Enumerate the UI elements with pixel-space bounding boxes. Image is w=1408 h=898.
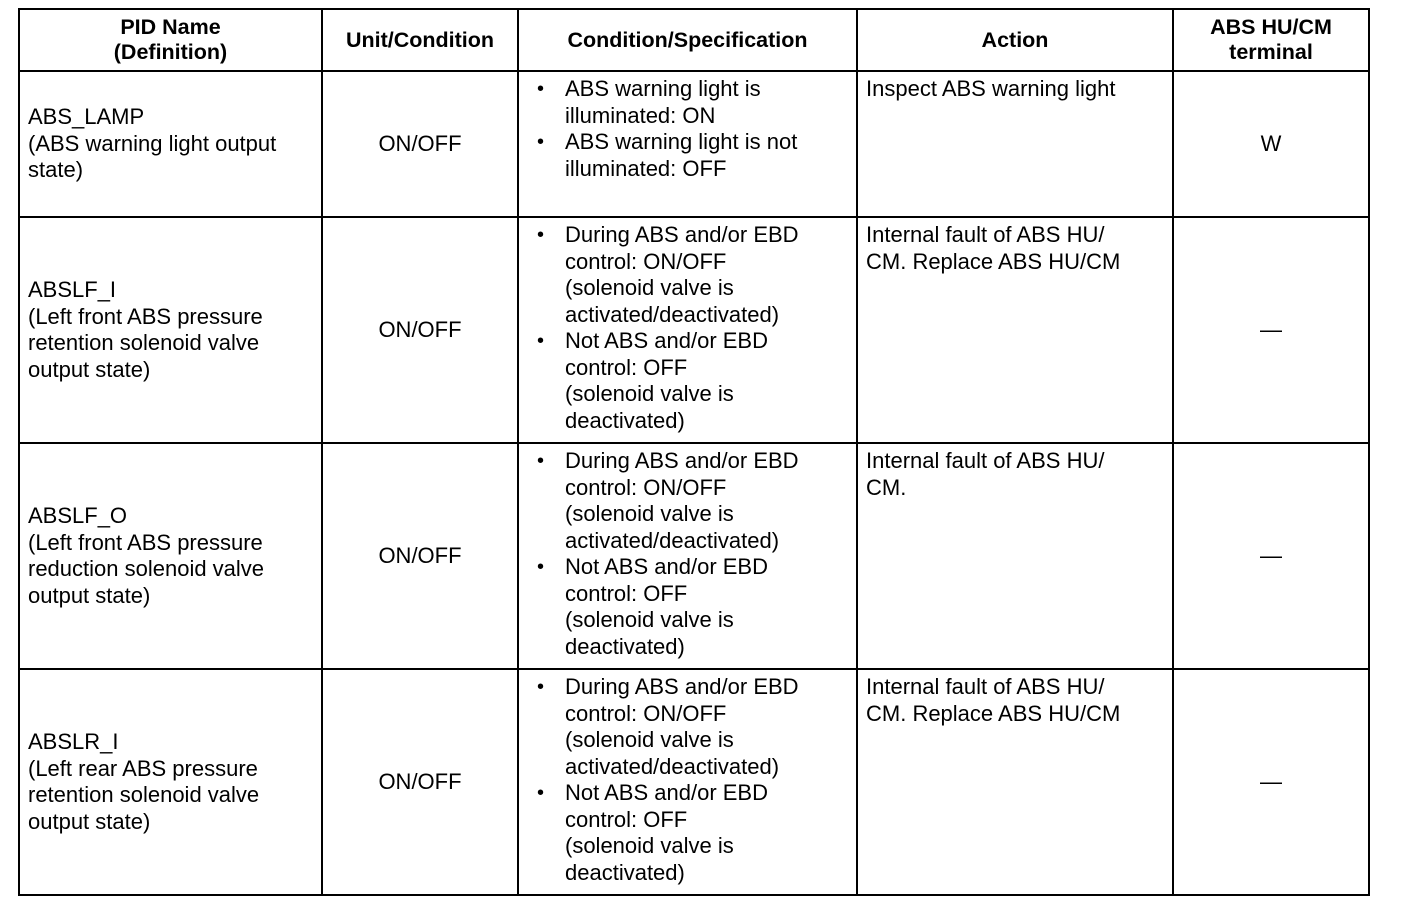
terminal-cell — [1173, 217, 1369, 443]
pid-name-line: ABSLF_I — [28, 277, 117, 302]
header-text-line: terminal — [1229, 40, 1313, 64]
terminal-value: — — [1260, 768, 1282, 794]
bullet-icon: • — [537, 782, 545, 804]
specification-line: control: ON/OFF — [565, 248, 727, 274]
pid-name-line: ABSLF_O — [28, 503, 128, 528]
specification-line: deactivated) — [565, 633, 685, 659]
specification-line: control: OFF — [565, 354, 688, 380]
pid-definition-line: (Left front ABS pressure — [28, 303, 263, 329]
header-text-line: Condition/Specification — [567, 27, 808, 52]
specification-line: illuminated: OFF — [565, 155, 727, 181]
specification-list — [519, 76, 856, 182]
specification-cell — [518, 443, 857, 669]
specification-line: ABS warning light is not — [565, 129, 798, 154]
terminal-cell — [1173, 71, 1369, 217]
terminal-cell — [1173, 443, 1369, 669]
pid-definition-line: retention solenoid valve — [28, 330, 260, 355]
specification-item — [519, 554, 856, 660]
action-cell — [857, 71, 1173, 217]
unit-condition-cell — [322, 443, 518, 669]
bullet-icon: • — [537, 676, 545, 698]
bullet-icon: • — [537, 450, 545, 472]
pid-name-cell — [19, 443, 322, 669]
specification-item — [519, 780, 856, 886]
header-text-line: Unit/Condition — [345, 27, 495, 52]
header-text-line: PID Name — [120, 15, 221, 39]
header-pid-name — [19, 9, 322, 71]
pid-definition-line: retention solenoid valve — [28, 782, 260, 807]
pid-definition-line: output state) — [28, 582, 151, 608]
specification-line: activated/deactivated) — [565, 301, 780, 327]
pid-definition-line: reduction solenoid valve — [28, 556, 265, 581]
bullet-icon: • — [537, 131, 545, 153]
header-text-line: (Definition) — [113, 40, 228, 64]
pid-name-cell — [19, 71, 322, 217]
specification-line: illuminated: ON — [565, 102, 716, 128]
header-condition-specification — [518, 9, 857, 71]
specification-line: control: ON/OFF — [565, 700, 727, 726]
specification-cell — [518, 71, 857, 217]
action-cell — [857, 217, 1173, 443]
pid-definition-line: (Left rear ABS pressure — [28, 755, 258, 781]
terminal-value: — — [1260, 316, 1282, 342]
header-text-line: ABS HU/CM — [1210, 15, 1332, 39]
header-action — [857, 9, 1173, 71]
pid-name-cell — [19, 669, 322, 895]
pid-name-cell — [19, 217, 322, 443]
specification-line: control: OFF — [565, 580, 688, 606]
pid-definition-line: (Left front ABS pressure — [28, 529, 263, 555]
terminal-value: W — [1260, 130, 1282, 156]
specification-cell — [518, 217, 857, 443]
unit-condition-cell — [322, 71, 518, 217]
table-row — [19, 71, 1369, 217]
terminal-cell — [1173, 669, 1369, 895]
pid-definition-line: state) — [28, 157, 84, 183]
unit-value: ON/OFF — [378, 316, 462, 342]
specification-cell — [518, 669, 857, 895]
terminal-value: — — [1260, 542, 1282, 568]
specification-line: (solenoid valve is — [565, 833, 734, 858]
specification-item — [519, 328, 856, 434]
unit-value: ON/OFF — [378, 542, 462, 568]
unit-value: ON/OFF — [378, 130, 462, 156]
specification-line: deactivated) — [565, 407, 685, 433]
specification-line: activated/deactivated) — [565, 527, 780, 553]
action-line: Inspect ABS warning light — [866, 76, 1116, 101]
specification-line: control: OFF — [565, 806, 688, 832]
specification-item — [519, 129, 856, 182]
specification-list — [519, 222, 856, 434]
specification-line: activated/deactivated) — [565, 753, 780, 779]
specification-line: Not ABS and/or EBD — [565, 780, 768, 805]
specification-item — [519, 76, 856, 129]
document-page — [18, 8, 1368, 896]
specification-line: (solenoid valve is — [565, 727, 734, 752]
table-row — [19, 443, 1369, 669]
pid-definition-line: output state) — [28, 808, 151, 834]
header-terminal — [1173, 9, 1369, 71]
action-line: CM. — [866, 474, 907, 500]
specification-line: (solenoid valve is — [565, 275, 734, 300]
specification-line: ABS warning light is — [565, 76, 761, 101]
pid-name-line: ABSLR_I — [28, 729, 119, 754]
action-line: CM. Replace ABS HU/CM — [866, 700, 1121, 726]
specification-line: During ABS and/or EBD — [565, 222, 799, 247]
specification-item — [519, 674, 856, 780]
bullet-icon: • — [537, 556, 545, 578]
specification-line: Not ABS and/or EBD — [565, 328, 768, 353]
specification-list — [519, 674, 856, 886]
specification-line: deactivated) — [565, 859, 685, 885]
action-line: Internal fault of ABS HU/ — [866, 674, 1105, 699]
bullet-icon: • — [537, 78, 545, 100]
bullet-icon: • — [537, 330, 545, 352]
specification-line: control: ON/OFF — [565, 474, 727, 500]
pid-definition-line: (ABS warning light output — [28, 130, 277, 156]
specification-line: (solenoid valve is — [565, 381, 734, 406]
table-row — [19, 669, 1369, 895]
action-line: Internal fault of ABS HU/ — [866, 222, 1105, 247]
header-text-line: Action — [981, 27, 1049, 52]
unit-value: ON/OFF — [378, 768, 462, 794]
action-line: Internal fault of ABS HU/ — [866, 448, 1105, 473]
header-row — [19, 9, 1369, 71]
pid-definition-line: output state) — [28, 356, 151, 382]
unit-condition-cell — [322, 217, 518, 443]
specification-line: (solenoid valve is — [565, 501, 734, 526]
pid-name-line: ABS_LAMP — [28, 104, 145, 130]
action-line: CM. Replace ABS HU/CM — [866, 248, 1121, 274]
specification-item — [519, 222, 856, 328]
specification-line: (solenoid valve is — [565, 607, 734, 632]
specification-list — [519, 448, 856, 660]
specification-item — [519, 448, 856, 554]
header-unit-condition — [322, 9, 518, 71]
unit-condition-cell — [322, 669, 518, 895]
action-cell — [857, 443, 1173, 669]
action-cell — [857, 669, 1173, 895]
table-row — [19, 217, 1369, 443]
specification-line: Not ABS and/or EBD — [565, 554, 768, 579]
specification-line: During ABS and/or EBD — [565, 674, 799, 699]
bullet-icon: • — [537, 224, 545, 246]
specification-line: During ABS and/or EBD — [565, 448, 799, 473]
pid-table — [18, 8, 1370, 896]
